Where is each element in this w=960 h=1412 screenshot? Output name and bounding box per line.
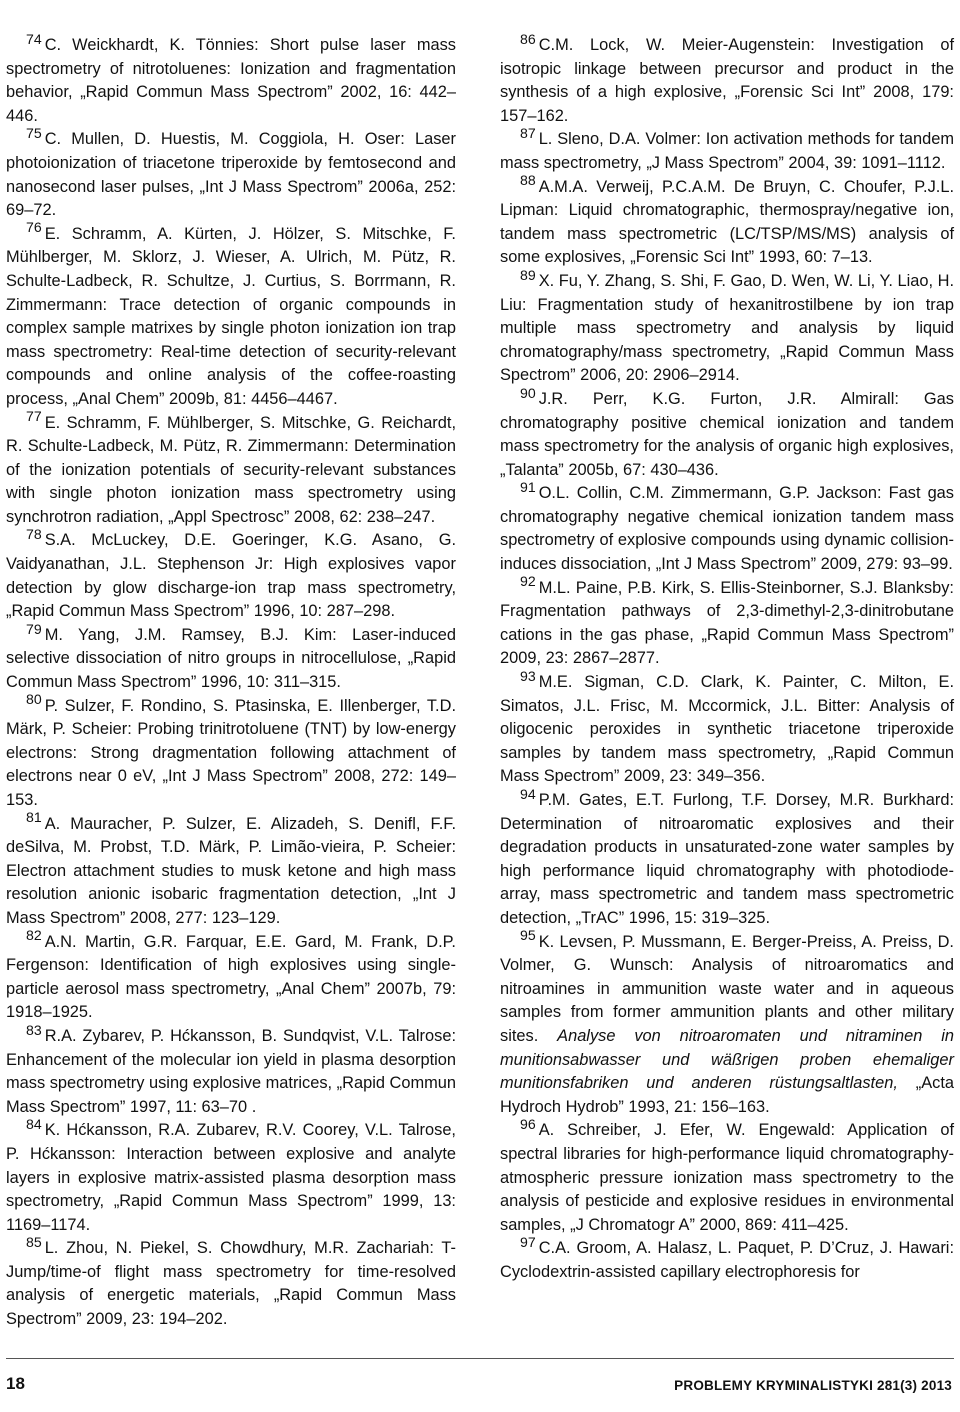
footer-divider (6, 1358, 954, 1359)
reference-text: C. Weickhardt, K. Tönnies: Short pulse laser mass spectrometry of nitrotoluenes: Ionization and fragmentation behavior, „Rapid Commun Mass Spectrom” 2002, 16: 442–446. (6, 36, 456, 125)
reference-number: 94 (520, 785, 536, 802)
reference-number: 78 (26, 526, 42, 543)
reference-text: S.A. McLuckey, D.E. Goeringer, K.G. Asano, G. Vaidyanathan, J.L. Stephenson Jr: High explosives vapor detection by glow discharge-ion trap mass spectrometry, „Rapid Commun Mass Spectrom” 1996, 10: 287–298. (6, 531, 456, 621)
reference-number: 91 (520, 478, 536, 495)
reference-92 (500, 573, 954, 671)
journal-title: PROBLEMY KRYMINALISTYKI 281(3) 2013 (674, 1378, 952, 1393)
reference-number: 85 (26, 1233, 42, 1250)
reference-text: C.M. Lock, W. Meier-Augenstein: Investigation of isotropic linkage between precursor and product in the synthesis of a high explosive, „Forensic Sci Int” 2008, 179: 157–162. (500, 36, 954, 125)
reference-text: O.L. Collin, C.M. Zimmermann, G.P. Jackson: Fast gas chromatography negative chemical ionization tandem mass spectrometry of explosive compounds using dynamic collision-induces dissociation, „Int J Mass Spectrom” 2009, 279: 93–99. (500, 484, 954, 574)
reference-84 (6, 1115, 456, 1237)
reference-number: 93 (520, 667, 536, 684)
reference-96 (500, 1115, 954, 1237)
reference-text: J.R. Perr, K.G. Furton, J.R. Almirall: Gas chromatography positive chemical ionization and tandem mass spectrometry for the analysis of organic high explosives, „Talanta” 2005b, 67: 430–436. (500, 389, 954, 479)
reference-88 (500, 172, 954, 270)
reference-number: 80 (26, 691, 42, 708)
reference-text: M.E. Sigman, C.D. Clark, K. Painter, C. Milton, E. Simatos, J.L. Frisc, M. Mccormick, J.L. Bitter: Analysis of oligocenic peroxides in synthetic triacetone triperoxide samples by tandem mass spectrometry, „Rapid Commun Mass Spectrom” 2009, 23: 349–356. (500, 673, 954, 786)
reference-82 (6, 927, 456, 1025)
reference-text: L. Sleno, D.A. Volmer: Ion activation methods for tandem mass spectrometry, „J Mass Spectrom” 2004, 39: 1091–1112. (500, 130, 954, 172)
reference-77 (6, 408, 456, 530)
reference-81 (6, 809, 456, 931)
reference-78 (6, 526, 456, 623)
reference-text: E. Schramm, F. Mühlberger, S. Mitschke, G. Reichardt, R. Schulte-Ladbeck, M. Pütz, R. Zimmermann: Determination of the ionization potentials of security-relevant substances with single photon ionization mass spectrometry using synchrotron radiation, „Appl Spectrosc” 2008, 62: 238–247. (6, 413, 456, 526)
reference-number: 77 (26, 408, 42, 425)
reference-79 (6, 620, 456, 695)
reference-91 (500, 478, 954, 576)
reference-text: M. Yang, J.M. Ramsey, B.J. Kim: Laser-induced selective dissociation of nitro groups in nitrocellulose, „Rapid Commun Mass Spectrom” 1996, 10: 311–315. (6, 625, 456, 692)
reference-number: 76 (26, 219, 42, 236)
reference-85 (6, 1233, 456, 1331)
reference-text: A. Schreiber, J. Efer, W. Engewald: Application of spectral libraries for high-performance liquid chromatography-atmospheric pressure ionization mass spectrometry to the analysis of pesticide and explosive residues in environmental samples, „J Chromatogr A” 2000, 869: 411–425. (500, 1121, 954, 1234)
reference-text: R.A. Zybarev, P. Hćkansson, B. Sundqvist, V.L. Talrose: Enhancement of the molecular ion yield in plasma desorption mass spectrometry using explosive matrices, „Rapid Commun Mass Spectrom” 1997, 11: 63–70 . (6, 1026, 456, 1116)
right-column (500, 30, 954, 1284)
reference-74 (6, 30, 456, 128)
reference-90 (500, 384, 954, 482)
reference-95 (500, 927, 954, 1120)
reference-number: 84 (26, 1115, 42, 1132)
reference-number: 74 (26, 30, 42, 47)
reference-text: K. Hćkansson, R.A. Zubarev, R.V. Coorey, V.L. Talrose, P. Hćkansson: Interaction between explosive and analyte layers in explosive matrix-assisted plasma desorption mass spectrometry, „Rapid Commun Mass Spectrom” 1999, 13: 1169–1174. (6, 1121, 456, 1234)
reference-text: E. Schramm, A. Kürten, J. Hölzer, S. Mitschke, F. Mühlberger, M. Sklorz, J. Wieser, A. Ulrich, M. Pütz, R. Schulte-Ladbeck, R. Schultze, J. Curtius, S. Borrmann, R. Zimmermann: Trace detection of organic compounds in complex sample matrixes by single photon ionization ion trap mass spectrometry: Real-time detection of security-relevant compounds and online analysis of the coffee-roasting process, „Anal Chem” 2009b, 81: 4456–4467. (6, 224, 456, 408)
reference-75 (6, 125, 456, 222)
reference-text: C. Mullen, D. Huestis, M. Coggiola, H. Oser: Laser photoionization of triacetone triperoxide by femtosecond and nanosecond laser pulses, „Int J Mass Spectrom” 2006a, 252: 69–72. (6, 130, 456, 220)
reference-text: L. Zhou, N. Piekel, S. Chowdhury, M.R. Zachariah: T-Jump/time-of flight mass spectrometry for time-resolved analysis of energetic materials, „Rapid Commun Mass Spectrom” 2009, 23: 194–202. (6, 1239, 456, 1329)
reference-86 (500, 30, 954, 128)
reference-number: 88 (520, 172, 536, 189)
reference-text: P.M. Gates, E.T. Furlong, T.F. Dorsey, M.R. Burkhard: Determination of nitroaromatic explosives and their degradation products in unsaturated-zone water samples by high performance liquid chromatography with photodiode-array, mass spectrometric and tandem mass spectrometric detection, „TrAC” 1996, 15: 319–325. (500, 791, 954, 927)
reference-number: 90 (520, 384, 536, 401)
reference-number: 95 (520, 927, 536, 944)
reference-number: 82 (26, 927, 42, 944)
reference-text: P. Sulzer, F. Rondino, S. Ptasinska, E. Illenberger, T.D. Märk, P. Scheier: Probing trinitrotoluene (TNT) by low-energy electrons: Strong dragmentation following attachment of electrons near 0 eV, „Int J Mass Spectrom” 2008, 272: 149–153. (6, 696, 456, 809)
reference-number: 86 (520, 30, 536, 47)
reference-text: X. Fu, Y. Zhang, S. Shi, F. Gao, D. Wen, W. Li, Y. Liao, H. Liu: Fragmentation study of hexanitrostilbene by ion trap multiple mass spectrometry and analysis by liquid chromatography/mass spectrometry, „Rapid Commun Mass Spectrom” 2006, 20: 2906–2914. (500, 271, 954, 385)
reference-97 (500, 1233, 954, 1284)
reference-number: 81 (26, 809, 42, 826)
reference-number: 79 (26, 620, 42, 637)
left-column (6, 30, 456, 1332)
reference-text: C.A. Groom, A. Halasz, L. Paquet, P. D’Cruz, J. Hawari: Cyclodextrin-assisted capillary electrophoresis for (500, 1239, 954, 1281)
reference-number: 97 (520, 1233, 536, 1250)
reference-number: 92 (520, 573, 536, 590)
reference-text: A.M.A. Verweij, P.C.A.M. De Bruyn, C. Choufer, P.J.L. Lipman: Liquid chromatographic, thermospray/negative ion, tandem mass spectrometric (LC/TSP/MS/MS) analysis of some explosives, „Forensic Sci Int” 1993, 60: 7–13. (500, 177, 954, 267)
reference-number: 75 (26, 125, 42, 142)
reference-italic-title: Analyse von nitroaromaten und nitraminen in munitionsabwasser und wäßrigen proben ehemaliger munitionsfabriken und anderen rüstungsaltlasten, (500, 1026, 954, 1093)
reference-93 (500, 667, 954, 789)
reference-text: K. Levsen, P. Mussmann, E. Berger-Preiss, A. Preiss, D. Volmer, G. Wunsch: Analysis of nitroaromatics and nitroamines in ammunition waste water and in aqueous samples from former ammunition plants and other military sites. (500, 932, 954, 1045)
reference-83 (6, 1021, 456, 1119)
page-number: 18 (6, 1374, 25, 1393)
reference-94 (500, 785, 954, 931)
reference-text: M.L. Paine, P.B. Kirk, S. Ellis-Steinborner, S.J. Blanksby: Fragmentation pathways of 2,3-dimethyl-2,3-dinitrobutane cations in the gas phase, „Rapid Commun Mass Spectrom” 2009, 23: 2867–2877. (500, 578, 954, 668)
reference-80 (6, 691, 456, 813)
reference-number: 83 (26, 1021, 42, 1038)
reference-89 (500, 266, 954, 388)
reference-number: 96 (520, 1115, 536, 1132)
reference-text: A.N. Martin, G.R. Farquar, E.E. Gard, M. Frank, D.P. Fergenson: Identification of high explosives using single-particle aerosol mass spectrometry, „Anal Chem” 2007b, 79: 1918–1925. (6, 932, 456, 1022)
reference-number: 87 (520, 125, 536, 142)
reference-number: 89 (520, 266, 536, 283)
reference-76 (6, 219, 456, 412)
reference-text: A. Mauracher, P. Sulzer, E. Alizadeh, S. Denifl, F.F. deSilva, M. Probst, T.D. Märk, P. Limão-vieira, P. Scheier: Electron attachment studies to musk ketone and high mass resolution anionic isobaric fragmentation detection, „Int J Mass Spectrom” 2008, 277: 123–129. (6, 814, 456, 927)
reference-source: „Acta Hydroch Hydrob” 1993, 21: 156–163. (500, 1074, 954, 1116)
reference-87 (500, 125, 954, 175)
